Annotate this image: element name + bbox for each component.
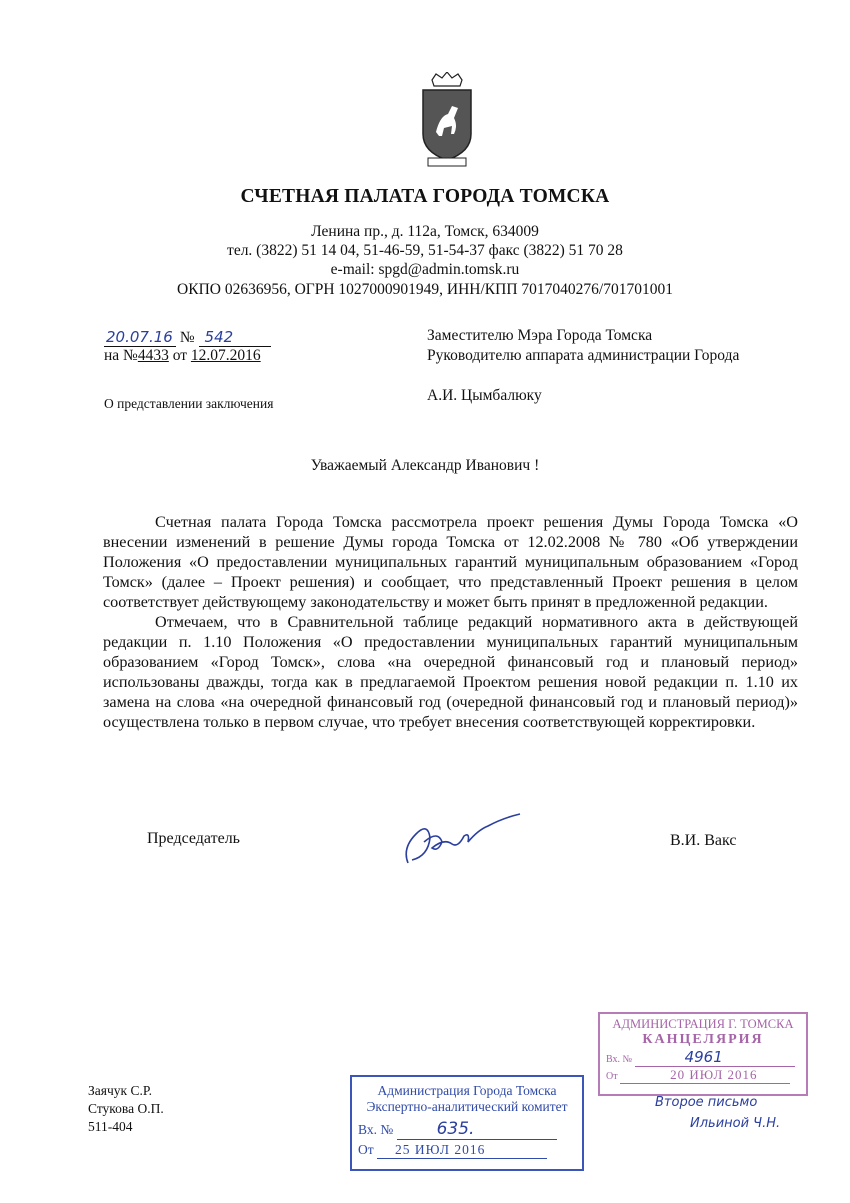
committee-registration-stamp xyxy=(350,1075,584,1171)
outgoing-reference xyxy=(104,328,271,347)
outgoing-number: 542 xyxy=(199,328,271,347)
stamp-chancellery-from-label: От xyxy=(606,1071,618,1082)
stamp-chancellery-in-label: Вх. № xyxy=(606,1054,633,1065)
signatory-position: Председатель xyxy=(147,830,240,847)
executor-2: Стукова О.П. xyxy=(88,1101,164,1116)
org-codes: ОКПО 02636956, ОГРН 1027000901949, ИНН/КПП 7017040276/701701001 xyxy=(177,281,673,298)
paragraph-1: Счетная палата Города Томска рассмотрела проект решения Думы Города Томска «О внесении изменений в решение Думы города Томска от 12.02.2008 № 780 «Об утверждении Положения «О предоставлении муниципальных гарантий муниципальным образованием «Город Томск» (далее – Проект решения) и сообщает, что представленный Проект решения в целом соответствует действующему законодательству и может быть принят в предложенной редакции. xyxy=(103,513,798,611)
executors xyxy=(88,1082,164,1136)
stamp-committee-in-label: Вх. № xyxy=(358,1122,394,1137)
stamp-committee-line-2: Экспертно-аналитический комитет xyxy=(366,1099,568,1114)
coat-of-arms-emblem xyxy=(418,72,476,170)
reply-prefix: на № xyxy=(104,347,138,364)
reply-number: 4433 xyxy=(137,347,169,364)
paragraph-2: Отмечаем, что в Сравнительной таблице редакций нормативного акта в действующей редакции п. 1.10 Положения «О предоставлении муниципальных гарантий муниципальным образованием «Город Томск», слова «на очередной финансовый год и плановый период» использованы дважды, тогда как в предлагаемой Проектом решения новой редакции п. 1.10 их замена на слова «на очередной финансовый год (очередной финансовый год и плановый период)» осуществлена только в первом случае, что требует внесения соответствующей корректировки. xyxy=(103,613,798,731)
reply-date: 12.07.2016 xyxy=(190,347,261,364)
org-phones: тел. (3822) 51 14 04, 51-46-59, 51-54-37 факс (3822) 51 70 28 xyxy=(227,242,623,259)
handwritten-note-line-1: Второе письмо xyxy=(655,1095,758,1110)
addressee-line-2: Руководителю аппарата администрации Города xyxy=(427,347,740,364)
stamp-chancellery-date: 20 ИЮЛ 2016 xyxy=(620,1067,790,1084)
stamp-chancellery-line-2: КАНЦЕЛЯРИЯ xyxy=(642,1032,764,1047)
reply-reference xyxy=(104,347,261,365)
number-label: № xyxy=(179,329,195,346)
addressee xyxy=(427,326,739,406)
outgoing-date: 20.07.16 xyxy=(104,328,176,347)
executor-1: Заячук С.Р. xyxy=(88,1083,153,1098)
letter-body xyxy=(103,512,798,732)
addressee-line-1: Заместителю Мэра Города Томска xyxy=(427,327,653,344)
addressee-name: А.И. Цымбалюку xyxy=(427,387,542,404)
executor-phone: 511-404 xyxy=(88,1119,133,1134)
org-address: Ленина пр., д. 112а, Томск, 634009 xyxy=(311,223,539,240)
stamp-chancellery-in-number: 4961 xyxy=(635,1048,795,1067)
handwritten-note-line-2: Ильиной Ч.Н. xyxy=(690,1116,781,1131)
handwritten-signature xyxy=(398,808,523,875)
signatory-name: В.И. Вакс xyxy=(670,832,737,849)
org-email: e-mail: spgd@admin.tomsk.ru xyxy=(330,261,520,278)
stamp-committee-from-label: От xyxy=(358,1142,374,1157)
stamp-chancellery-line-1: АДМИНИСТРАЦИЯ Г. ТОМСКА xyxy=(612,1017,794,1031)
chancellery-registration-stamp xyxy=(598,1012,808,1096)
org-name: СЧЕТНАЯ ПАЛАТА ГОРОДА ТОМСКА xyxy=(240,186,610,207)
greeting: Уважаемый Александр Иванович ! xyxy=(310,457,540,474)
subject: О представлении заключения xyxy=(104,396,274,411)
stamp-committee-in-number: 635. xyxy=(397,1119,557,1140)
stamp-committee-line-1: Администрация Города Томска xyxy=(377,1083,557,1098)
reply-from-label: от xyxy=(168,347,191,364)
stamp-committee-date: 25 ИЮЛ 2016 xyxy=(377,1142,547,1159)
